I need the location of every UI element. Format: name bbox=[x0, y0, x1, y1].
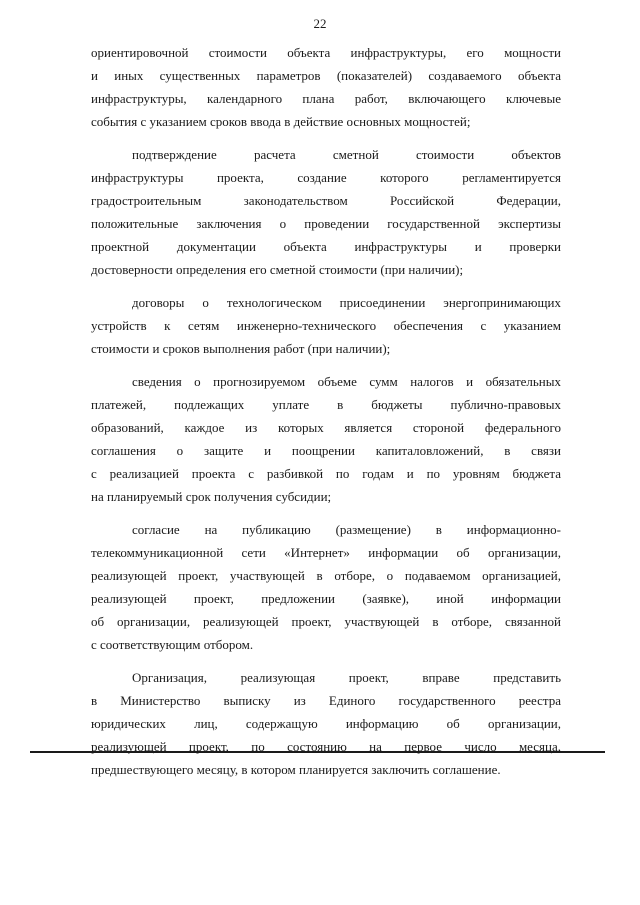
text-line: образований, каждое из которых является стороной федерального bbox=[91, 420, 561, 435]
text-line: реализующей проект, предложении (заявке), иной информации bbox=[91, 591, 561, 606]
paragraph-cost-confirmation bbox=[91, 143, 561, 281]
paragraph-publication-consent bbox=[91, 518, 561, 656]
text-line: события с указанием сроков ввода в действие основных мощностей; bbox=[91, 114, 471, 129]
text-line: стоимости и сроков выполнения работ (при наличии); bbox=[91, 341, 391, 356]
text-line: в Министерство выписку из Единого государственного реестра bbox=[91, 693, 561, 708]
text-line: достоверности определения его сметной стоимости (при наличии); bbox=[91, 262, 464, 277]
text-line: договоры о технологическом присоединении энергопринимающих bbox=[132, 295, 561, 310]
text-line: юридических лиц, содержащую информацию об организации, bbox=[91, 716, 561, 731]
text-line: положительные заключения о проведении государственной экспертизы bbox=[91, 216, 561, 231]
text-line: на планируемый срок получения субсидии; bbox=[91, 489, 332, 504]
page-number: 22 bbox=[313, 16, 327, 31]
text-line: реализующей проект, по состоянию на первое число месяца, bbox=[91, 739, 561, 754]
paragraph-connection-contracts bbox=[91, 291, 561, 360]
text-line: проектной документации объекта инфраструктуры и проверки bbox=[91, 239, 561, 254]
text-line: предшествующего месяцу, в котором планируется заключить соглашение. bbox=[91, 762, 501, 777]
text-line: телекоммуникационной сети «Интернет» информации об организации, bbox=[91, 545, 561, 560]
paragraph-infrastructure-cost bbox=[91, 41, 561, 133]
text-line: устройств к сетям инженерно-технического обеспечения с указанием bbox=[91, 318, 561, 333]
text-line: согласие на публикацию (размещение) в информационно- bbox=[132, 522, 561, 537]
bottom-divider bbox=[30, 751, 605, 753]
paragraph-registry-extract bbox=[91, 666, 561, 781]
text-line: и иных существенных параметров (показателей) создаваемого объекта bbox=[91, 68, 561, 83]
text-line: реализующей проект, участвующей в отборе, о подаваемом организацией, bbox=[91, 568, 561, 583]
text-line: подтверждение расчета сметной стоимости объектов bbox=[132, 147, 561, 162]
text-line: градостроительным законодательством Российской Федерации, bbox=[91, 193, 561, 208]
text-line: соглашения о защите и поощрении капиталовложений, в связи bbox=[91, 443, 561, 458]
text-line: Организация, реализующая проект, вправе представить bbox=[132, 670, 561, 685]
text-line: сведения о прогнозируемом объеме сумм налогов и обязательных bbox=[132, 374, 561, 389]
text-line: об организации, реализующей проект, участвующей в отборе, связанной bbox=[91, 614, 561, 629]
paragraph-tax-forecast bbox=[91, 370, 561, 508]
text-line: с реализацией проекта с разбивкой по годам и по уровням бюджета bbox=[91, 466, 561, 481]
text-line: платежей, подлежащих уплате в бюджеты публично-правовых bbox=[91, 397, 561, 412]
text-line: инфраструктуры, календарного плана работ, включающего ключевые bbox=[91, 91, 561, 106]
document-body bbox=[91, 41, 561, 791]
text-line: инфраструктуры проекта, создание которого регламентируется bbox=[91, 170, 561, 185]
text-line: ориентировочной стоимости объекта инфраструктуры, его мощности bbox=[91, 45, 561, 60]
text-line: с соответствующим отбором. bbox=[91, 637, 254, 652]
